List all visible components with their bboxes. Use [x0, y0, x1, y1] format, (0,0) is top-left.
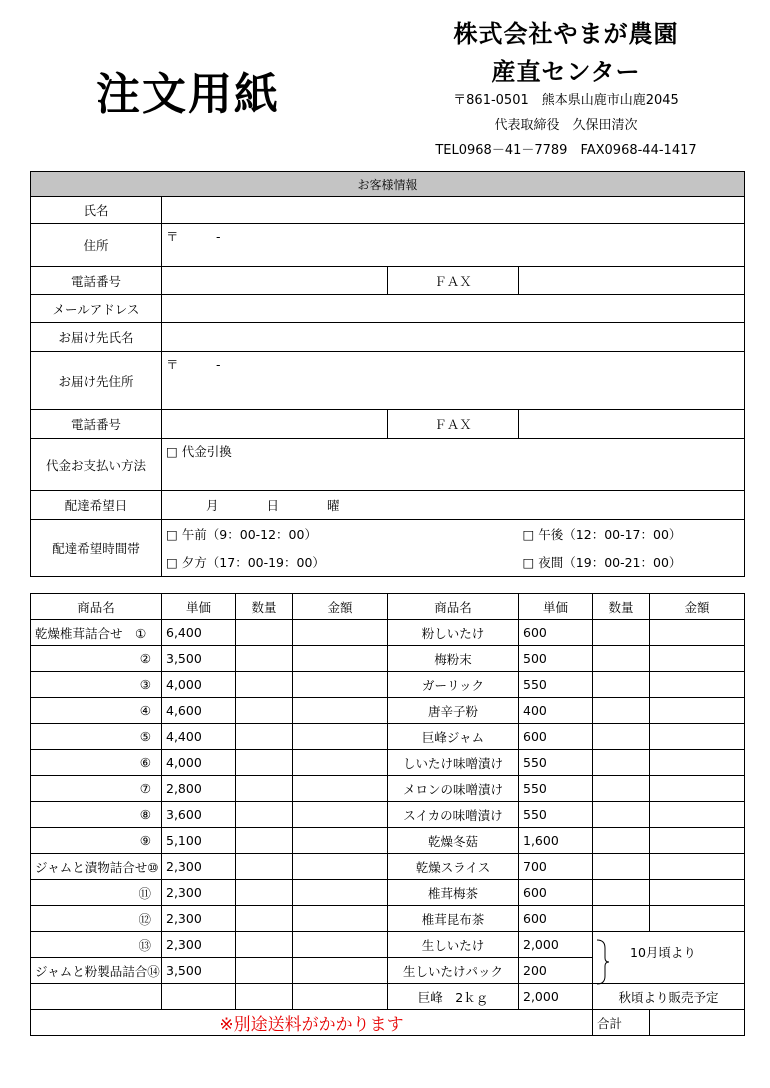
- right-amount-field[interactable]: [650, 724, 745, 750]
- date-month: 月: [206, 498, 219, 513]
- right-product-name: 唐辛子粉: [388, 698, 519, 724]
- table-row: [31, 776, 745, 802]
- recipient-phone-field[interactable]: [162, 410, 388, 439]
- delivery-date-field[interactable]: [162, 491, 745, 520]
- left-product-price: 4,400: [162, 724, 236, 750]
- left-product-price: 2,300: [162, 880, 236, 906]
- product-header-1: 単価: [162, 594, 236, 620]
- right-product-price: 1,600: [519, 828, 593, 854]
- table-row: [31, 672, 745, 698]
- right-quantity-field[interactable]: [593, 698, 650, 724]
- right-quantity-field[interactable]: [593, 724, 650, 750]
- left-product-name: ⑦: [31, 776, 162, 802]
- note-autumn: 秋頃より販売予定: [593, 984, 745, 1010]
- note-october: 10月頃より: [630, 945, 696, 960]
- recipient-address-field[interactable]: [162, 352, 745, 410]
- product-header-5: 単価: [519, 594, 593, 620]
- product-header-0: 商品名: [31, 594, 162, 620]
- right-product-name: 椎茸梅茶: [388, 880, 519, 906]
- fax-field[interactable]: [519, 267, 745, 295]
- delivery-date-label: 配達希望日: [31, 491, 162, 520]
- recipient-phone-label: 電話番号: [31, 410, 162, 439]
- left-product-name: ⑨: [31, 828, 162, 854]
- total-label: 合計: [593, 1010, 650, 1036]
- phone-field[interactable]: [162, 267, 388, 295]
- table-row: [31, 620, 745, 646]
- right-product-price: 600: [519, 880, 593, 906]
- right-product-price: 600: [519, 906, 593, 932]
- product-table: [30, 593, 745, 1036]
- left-quantity-field[interactable]: [236, 802, 293, 828]
- right-quantity-field[interactable]: [593, 828, 650, 854]
- company-contact: TEL0968－41－7789 FAX0968-44-1417: [435, 143, 697, 158]
- left-amount-field[interactable]: [293, 854, 388, 880]
- right-amount-field[interactable]: [650, 776, 745, 802]
- time-option-morning[interactable]: □ 午前（9：00-12：00）: [162, 520, 519, 549]
- right-product-name: スイカの味噌漬け: [388, 802, 519, 828]
- delivery-time-label: 配達希望時間帯: [31, 520, 162, 577]
- company-representative: 代表取締役 久保田清次: [494, 118, 638, 133]
- right-product-price: 700: [519, 854, 593, 880]
- name-label: 氏名: [31, 197, 162, 224]
- left-amount-field[interactable]: [293, 828, 388, 854]
- email-label: メールアドレス: [31, 295, 162, 323]
- right-product-name: 生しいたけパック: [388, 958, 519, 984]
- right-product-name: 乾燥冬菇: [388, 828, 519, 854]
- left-quantity-field[interactable]: [236, 906, 293, 932]
- right-product-name: 巨峰 2ｋｇ: [388, 984, 519, 1010]
- right-product-price: 500: [519, 646, 593, 672]
- recipient-zip-mark: 〒 -: [166, 357, 221, 372]
- left-amount-field[interactable]: [293, 672, 388, 698]
- right-product-price: 600: [519, 620, 593, 646]
- left-product-name: ジャムと漬物詰合せ⑩: [31, 854, 162, 880]
- left-product-name: ④: [31, 698, 162, 724]
- left-product-name: ⑤: [31, 724, 162, 750]
- left-quantity-field[interactable]: [236, 958, 293, 984]
- right-product-name: しいたけ味噌漬け: [388, 750, 519, 776]
- left-product-price: 4,000: [162, 672, 236, 698]
- recipient-fax-field[interactable]: [519, 410, 745, 439]
- left-product-price: 2,300: [162, 932, 236, 958]
- left-quantity-field[interactable]: [236, 750, 293, 776]
- table-row: [31, 854, 745, 880]
- name-field[interactable]: [162, 197, 745, 224]
- right-quantity-field[interactable]: [593, 802, 650, 828]
- right-product-price: 550: [519, 672, 593, 698]
- product-header-6: 数量: [593, 594, 650, 620]
- payment-field[interactable]: [162, 439, 745, 491]
- left-product-price: 3,600: [162, 802, 236, 828]
- left-product-price: 4,000: [162, 750, 236, 776]
- customer-info-table: [30, 171, 745, 577]
- left-product-name: ⑫: [31, 906, 162, 932]
- left-product-name: ⑧: [31, 802, 162, 828]
- product-header-4: 商品名: [388, 594, 519, 620]
- table-row: [31, 698, 745, 724]
- right-amount-field[interactable]: [650, 828, 745, 854]
- right-product-price: 200: [519, 958, 593, 984]
- right-amount-field[interactable]: [650, 802, 745, 828]
- left-product-name: ③: [31, 672, 162, 698]
- right-product-name: ガーリック: [388, 672, 519, 698]
- right-amount-field[interactable]: [650, 906, 745, 932]
- recipient-fax-label: ＦＡＸ: [388, 410, 519, 439]
- recipient-name-field[interactable]: [162, 323, 745, 352]
- right-quantity-field[interactable]: [593, 620, 650, 646]
- product-header-7: 金額: [650, 594, 745, 620]
- right-product-price: 550: [519, 776, 593, 802]
- left-amount-field[interactable]: [293, 802, 388, 828]
- company-address: 〒861-0501 熊本県山鹿市山鹿2045: [453, 93, 679, 108]
- right-amount-field[interactable]: [650, 750, 745, 776]
- payment-label: 代金お支払い方法: [31, 439, 162, 491]
- right-product-price: 400: [519, 698, 593, 724]
- right-amount-field[interactable]: [650, 620, 745, 646]
- left-product-price: 2,800: [162, 776, 236, 802]
- right-product-name: 椎茸昆布茶: [388, 906, 519, 932]
- right-quantity-field[interactable]: [593, 776, 650, 802]
- left-quantity-field[interactable]: [236, 880, 293, 906]
- left-product-name: ②: [31, 646, 162, 672]
- right-product-name: メロンの味噌漬け: [388, 776, 519, 802]
- recipient-address-label: お届け先住所: [31, 352, 162, 410]
- payment-cod-checkbox[interactable]: □ 代金引換: [166, 444, 232, 459]
- left-product-price: 3,500: [162, 958, 236, 984]
- right-amount-field[interactable]: [650, 698, 745, 724]
- right-amount-field[interactable]: [650, 646, 745, 672]
- table-row: [31, 750, 745, 776]
- table-row: [31, 828, 745, 854]
- left-quantity-field[interactable]: [236, 776, 293, 802]
- time-option-evening[interactable]: □ 夕方（17：00-19：00）: [162, 549, 519, 577]
- left-product-name: 乾燥椎茸詰合せ ①: [31, 620, 162, 646]
- customer-section-title: お客様情報: [31, 172, 745, 197]
- right-quantity-field[interactable]: [593, 672, 650, 698]
- right-product-price: 600: [519, 724, 593, 750]
- email-field[interactable]: [162, 295, 745, 323]
- left-quantity-field[interactable]: [236, 854, 293, 880]
- address-zip-mark: 〒 -: [166, 229, 221, 244]
- company-name: 株式会社やまが農園: [453, 20, 679, 48]
- right-amount-field[interactable]: [650, 672, 745, 698]
- right-quantity-field[interactable]: [593, 750, 650, 776]
- left-amount-field[interactable]: [293, 646, 388, 672]
- right-product-price: 2,000: [519, 984, 593, 1010]
- time-option-night[interactable]: □ 夜間（19：00-21：00）: [519, 549, 745, 577]
- left-amount-field[interactable]: [293, 724, 388, 750]
- right-product-price: 2,000: [519, 932, 593, 958]
- date-day: 日: [266, 498, 280, 513]
- left-quantity-field[interactable]: [236, 646, 293, 672]
- left-amount-field[interactable]: [293, 984, 388, 1010]
- right-product-name: 乾燥スライス: [388, 854, 519, 880]
- left-product-name: ⑪: [31, 880, 162, 906]
- right-product-price: 550: [519, 750, 593, 776]
- left-amount-field[interactable]: [293, 698, 388, 724]
- left-quantity-field[interactable]: [236, 828, 293, 854]
- right-quantity-field[interactable]: [593, 854, 650, 880]
- fax-label: ＦＡＸ: [388, 267, 519, 295]
- shipping-notice: ※別途送料がかかります: [31, 1010, 593, 1036]
- phone-label: 電話番号: [31, 267, 162, 295]
- left-amount-field[interactable]: [293, 620, 388, 646]
- left-amount-field[interactable]: [293, 932, 388, 958]
- right-quantity-field[interactable]: [593, 880, 650, 906]
- right-quantity-field[interactable]: [593, 646, 650, 672]
- time-option-afternoon[interactable]: □ 午後（12：00-17：00）: [519, 520, 745, 549]
- right-product-name: 梅粉末: [388, 646, 519, 672]
- left-product-name: [31, 984, 162, 1010]
- table-row: [31, 724, 745, 750]
- left-product-name: ジャムと粉製品詰合⑭: [31, 958, 162, 984]
- left-quantity-field[interactable]: [236, 984, 293, 1010]
- left-product-price: 3,500: [162, 646, 236, 672]
- left-product-price: [162, 984, 236, 1010]
- right-product-name: 生しいたけ: [388, 932, 519, 958]
- left-product-name: ⑬: [31, 932, 162, 958]
- left-quantity-field[interactable]: [236, 932, 293, 958]
- left-product-price: 5,100: [162, 828, 236, 854]
- left-product-name: ⑥: [31, 750, 162, 776]
- left-amount-field[interactable]: [293, 750, 388, 776]
- left-quantity-field[interactable]: [236, 724, 293, 750]
- date-weekday: 曜: [327, 498, 340, 513]
- table-row: [31, 880, 745, 906]
- left-amount-field[interactable]: [293, 880, 388, 906]
- left-quantity-field[interactable]: [236, 672, 293, 698]
- recipient-name-label: お届け先氏名: [31, 323, 162, 352]
- product-header-3: 金額: [293, 594, 388, 620]
- address-field[interactable]: [162, 224, 745, 267]
- brace-icon: [596, 938, 610, 986]
- address-label: 住所: [31, 224, 162, 267]
- table-row: [31, 906, 745, 932]
- total-field[interactable]: [650, 1010, 745, 1036]
- left-product-price: 2,300: [162, 906, 236, 932]
- table-row: [31, 646, 745, 672]
- left-product-price: 6,400: [162, 620, 236, 646]
- left-quantity-field[interactable]: [236, 698, 293, 724]
- table-row: [31, 802, 745, 828]
- product-header-2: 数量: [236, 594, 293, 620]
- table-row: [31, 984, 745, 1010]
- left-amount-field[interactable]: [293, 958, 388, 984]
- right-amount-field[interactable]: [650, 854, 745, 880]
- page-title: 注文用紙: [96, 69, 280, 120]
- left-amount-field[interactable]: [293, 906, 388, 932]
- company-division: 産直センター: [491, 58, 641, 86]
- left-product-price: 2,300: [162, 854, 236, 880]
- left-amount-field[interactable]: [293, 776, 388, 802]
- left-quantity-field[interactable]: [236, 620, 293, 646]
- right-product-price: 550: [519, 802, 593, 828]
- right-quantity-field[interactable]: [593, 906, 650, 932]
- right-product-name: 巨峰ジャム: [388, 724, 519, 750]
- left-product-price: 4,600: [162, 698, 236, 724]
- right-amount-field[interactable]: [650, 880, 745, 906]
- right-product-name: 粉しいたけ: [388, 620, 519, 646]
